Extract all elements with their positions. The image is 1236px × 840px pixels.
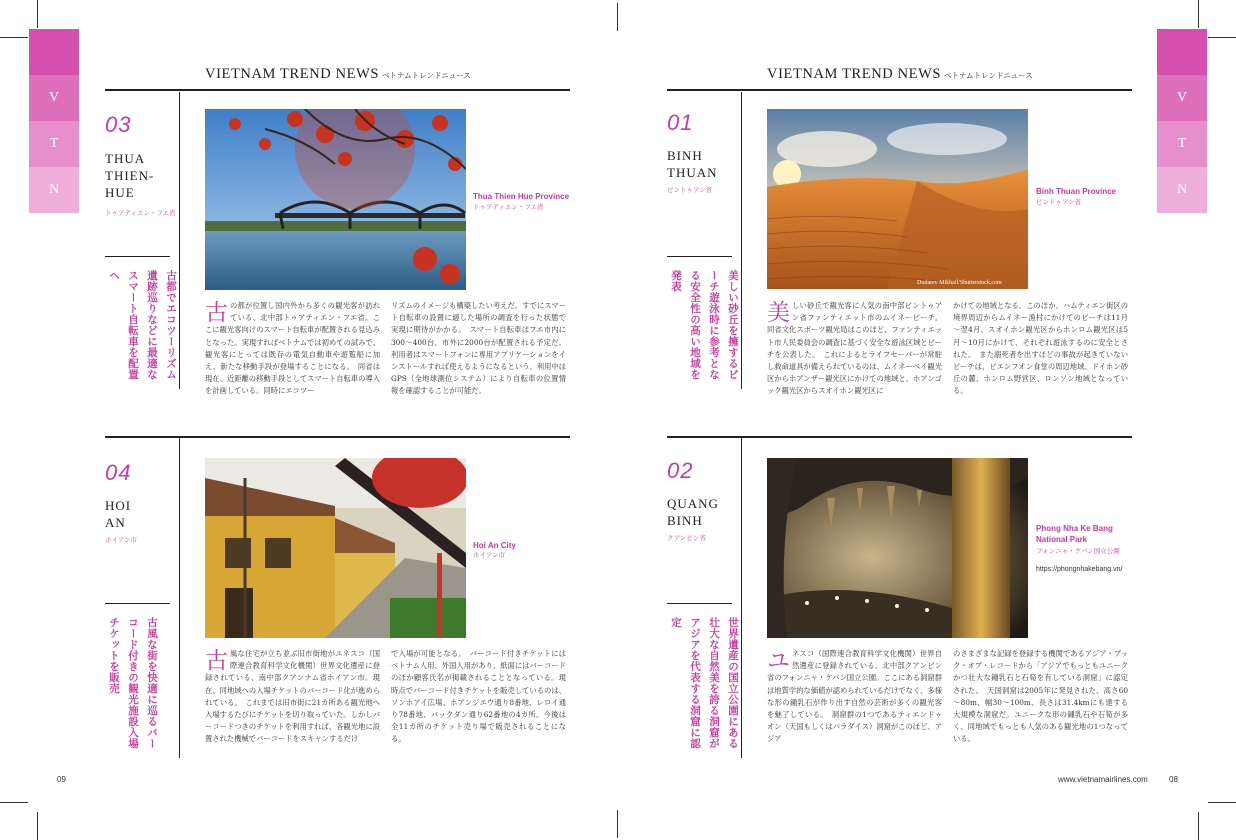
photo-hoi-an-image bbox=[205, 458, 466, 638]
article-body-column bbox=[953, 300, 1128, 416]
photo-binh-thuan-dunes bbox=[767, 109, 1028, 289]
drop-cap: ユ bbox=[767, 648, 790, 674]
side-tab-left bbox=[29, 29, 79, 213]
header-subtitle: ベトナムトレンドニュース bbox=[382, 71, 471, 80]
place-name: THUA THIEN-HUE bbox=[105, 151, 155, 200]
article-body-column bbox=[205, 300, 380, 416]
header-subtitle: ベトナムトレンドニュース bbox=[944, 71, 1033, 80]
drop-cap: 古 bbox=[205, 648, 228, 674]
article-number: 03 bbox=[105, 112, 132, 137]
body-text: 風な住宅が立ち並ぶ旧市街地がユネスコ（国際連合教育科学文化機関）世界文化遺産に登録されている、南中部クアンナム省ホイアン市。現在、同地域への入場チケットのバーコード化が進められている。 これまでは旧市街に21カ所ある観光地へ入場するたびにチケットを切り取っていた。しかしバーコードつきのチケットを利用すれば、各観光地に設置された機械でバーコードをスキャンするだけ bbox=[205, 649, 380, 744]
column-divider bbox=[179, 438, 180, 758]
article-number: 04 bbox=[105, 460, 132, 485]
headline-rule bbox=[667, 603, 732, 604]
place-name-ja: クアンビン省 bbox=[667, 534, 706, 542]
body-text: しい砂丘で観光客に人気の南中部ビントゥアン省ファンティエット市のムイネービーチ。同省文化スポーツ観光局はこのほど、ファンティエット市人民委員会の調査に基づく安全な遊泳区域とビーチを公表した。 これによるとライフセーバーが常駐し救命道具が備えられているのは、ムイネーベイ観光区からホアンザー観光区にかけての地域と、ホアンゴック観光区からスオイホン観光区に bbox=[767, 301, 942, 396]
body-text: のさまざまな記録を登録する機関であるアジア・ブック・オブ・レコードから「アジアでもっともユニークかつ壮大な鍾乳石と石筍を有している洞窟」に認定された。 天国洞窟は2005年に発見された、高さ60～80m、幅30～100m、長さは31.4kmにも達する大規模な洞窟だ。ユニークな形の鍾乳石や石筍が多く、同地域でもっとも人気のある観光地の1つなっている。 bbox=[953, 649, 1128, 744]
article-number: 02 bbox=[667, 458, 694, 483]
drop-cap: 美 bbox=[767, 300, 790, 326]
article-body-column bbox=[391, 300, 566, 416]
photo-caption-ja: ホイアン市 bbox=[473, 551, 506, 559]
side-tab-letter-t: T bbox=[29, 121, 79, 167]
side-tab-letter-t: T bbox=[1157, 121, 1207, 167]
place-name: BINH THUAN bbox=[667, 148, 718, 180]
side-tab-block bbox=[1157, 29, 1207, 75]
drop-cap: 古 bbox=[205, 300, 228, 326]
photo-hue-bridge bbox=[205, 109, 466, 290]
page-number-left: 09 bbox=[57, 775, 66, 784]
article-body-column bbox=[767, 648, 942, 764]
headline-rule bbox=[105, 256, 170, 257]
side-tab-letter-n: N bbox=[1157, 167, 1207, 213]
photo-caption: Binh Thuan Province bbox=[1036, 187, 1117, 196]
side-tab-right bbox=[1157, 29, 1207, 213]
place-name-ja: ビントゥアン省 bbox=[667, 186, 713, 194]
article-body-column bbox=[953, 648, 1128, 764]
body-text: リズムのイメージも構築したい考えだ。すでにスマート自転車の設置に適した場所の調査を行った状態で実現に期待がかかる。 スマート自転車はフエ市内に300～400台、市外に2000台が配置される予定だ。利用者はスマートフォンに専用アプリケーションをインストールすれば使えるようになるという。利用中はGPS（全地球測位システム）により自転車の位置情報を確認することが可能だ。 bbox=[391, 301, 566, 396]
side-tab-letter-v: V bbox=[29, 75, 79, 121]
photo-paradise-cave bbox=[767, 458, 1028, 638]
article-headline: 美しい砂丘を擁するビーチ遊泳時に参考となる安全性の高い地域を発表 bbox=[670, 270, 739, 380]
headline-rule bbox=[105, 603, 170, 604]
place-name-ja: トゥアティエン・フエ省 bbox=[105, 209, 176, 217]
place-name-ja: ホイアン市 bbox=[105, 536, 138, 544]
place-name: HOI AN bbox=[105, 498, 132, 530]
side-tab-letter-v: V bbox=[1157, 75, 1207, 121]
body-text: で入場が可能となる。 バーコード付きチケットにはベトナム人用、外国人用があり、紙面にはバーコードのほか顧客氏名が掲載されることとなっている。現時点でバーコード付きチケットを販売しているのは、ソンホアイ広場、ホアンジエウ通り8番地、レロイ通り78番地、バックダン通り62番地の4カ所。今後は全11カ所のチケット売り場で販売されることになる。 bbox=[391, 649, 566, 744]
place-name: QUANG BINH bbox=[667, 496, 719, 528]
footer-url[interactable]: www.vietnamairlines.com bbox=[1058, 775, 1148, 784]
article-body-column bbox=[391, 648, 566, 764]
body-text: ネスコ（国際連合教育科学文化機関）世界自然遺産に登録されている、北中部クアンビン省のフォンニャ・ケバン国立公園。ここにある洞窟群は地質学的な価値が認められているだけでなく、多様な形の鍾乳石が作り出す自然の芸術が多くの観光客を魅了している。 洞窟群の1つであるティエンドゥオン（天国もしくはパラダイス）洞窟がこのほど、アジア bbox=[767, 649, 942, 744]
photo-caption-ja: ビントゥアン省 bbox=[1036, 198, 1082, 206]
header-title: VIETNAM TREND NEWS bbox=[205, 66, 380, 82]
article-headline: 古風な街を快適に巡るバーコード付きの観光施設入場チケットを販売 bbox=[108, 617, 158, 749]
photo-cave-image bbox=[767, 458, 1028, 638]
header-title: VIETNAM TREND NEWS bbox=[767, 66, 942, 82]
photo-caption: Phong Nha Ke Bang National Park bbox=[1036, 524, 1113, 544]
article-headline: 古都でエコツーリズム遺跡巡りなどに最適なスマート自転車を配置へ bbox=[108, 270, 177, 380]
page-number-right: 08 bbox=[1169, 775, 1178, 784]
headline-rule bbox=[667, 256, 732, 257]
page-header-right bbox=[767, 66, 1033, 83]
photo-hue-bridge-image bbox=[205, 109, 466, 290]
photo-dunes-image bbox=[767, 109, 1028, 289]
side-tab-block bbox=[29, 29, 79, 75]
page-header-left bbox=[205, 66, 471, 83]
caption-url[interactable]: https://phongnhakebang.vn/ bbox=[1036, 566, 1123, 573]
header-rule bbox=[667, 89, 1132, 91]
section-rule bbox=[105, 436, 570, 438]
photo-credit: Dudarev Mikhail/Shutterstock.com bbox=[917, 280, 1002, 286]
article-headline: 世界遺産の国立公園にある壮大な自然美を誇る洞窟がアジアを代表する洞窟に認定 bbox=[670, 617, 739, 749]
section-rule bbox=[667, 436, 1132, 438]
side-tab-letter-n: N bbox=[29, 167, 79, 213]
article-body-column bbox=[205, 648, 380, 764]
photo-caption: Thua Thien Hue Province bbox=[473, 192, 570, 201]
photo-caption-ja: トゥアティエン・フエ省 bbox=[473, 203, 544, 211]
photo-hoi-an-street bbox=[205, 458, 466, 638]
body-text: の都が位置し国内外から多くの観光客が訪れている、北中部トゥアティエン・フエ省。ここに観光客向けのスマート自転車が配置される見込みとなった。実現すればベトナムでは初めての試みで、観光客にとっては既存の電気自動車や遊覧船に加え、新たな移動手段が登場することになる。 同省は現在、近距離の移動手段としてスマート自転車の導入を計画している。同時にエコツー bbox=[205, 301, 380, 396]
header-rule bbox=[105, 89, 570, 91]
photo-caption: Hoi An City bbox=[473, 541, 516, 550]
article-number: 01 bbox=[667, 110, 694, 135]
body-text: かけての地域となる。このほか、ハムティエン街区の境界周辺からムイネー漁村にかけてのビーチは11月～翌4月、スオイホン観光区からホンロム観光区は5月～10月にかけて、それぞれ遊泳するのに安全とされた。 また溺死者を出すほどの事故が起きていないビーチは、ビエンフオン食堂の周辺地域、ドイホン砂丘の麓、ホンロム野営区、ロンソン地域となっている。 bbox=[953, 301, 1128, 396]
article-body-column bbox=[767, 300, 942, 416]
photo-caption-ja: フォンニャ・ケバン国立公園 bbox=[1036, 547, 1120, 555]
